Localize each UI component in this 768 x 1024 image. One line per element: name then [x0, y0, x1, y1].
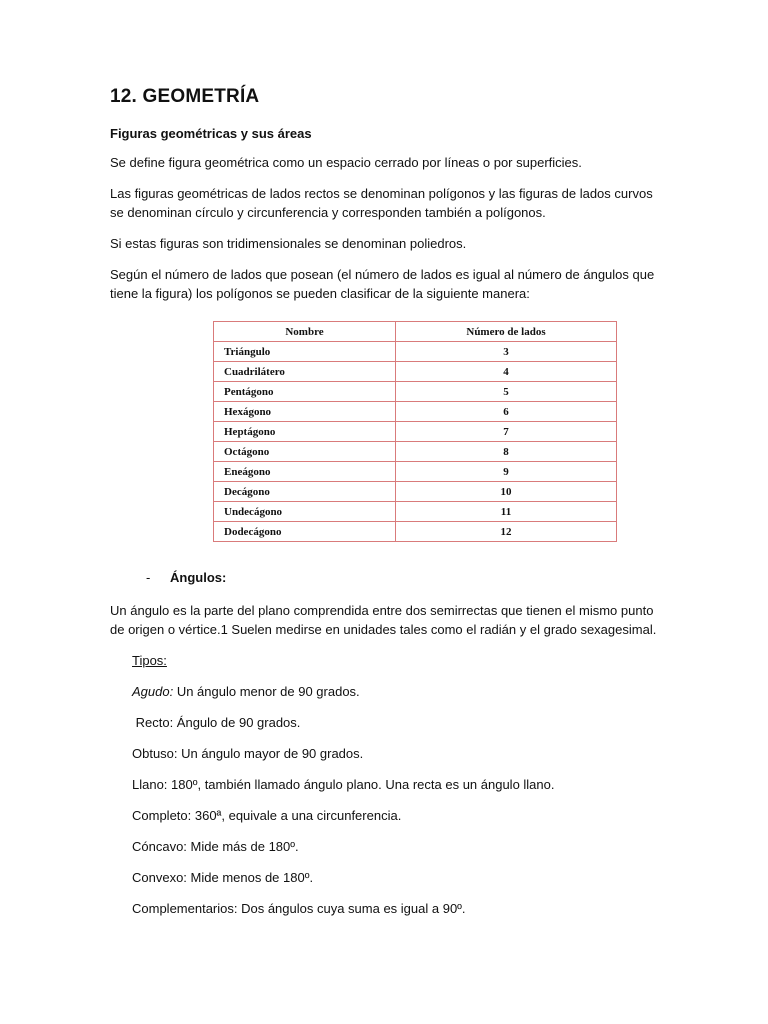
polygon-name: Eneágono	[214, 462, 396, 482]
table-row	[214, 422, 617, 442]
polygon-name: Undecágono	[214, 502, 396, 522]
polygon-name: Pentágono	[214, 382, 396, 402]
table-row	[214, 462, 617, 482]
polygon-sides: 9	[396, 462, 617, 482]
table-header-row	[214, 322, 617, 342]
polygon-name: Heptágono	[214, 422, 396, 442]
section-subtitle: Figuras geométricas y sus áreas	[110, 126, 312, 141]
angles-heading: Ángulos:	[170, 570, 227, 585]
polygon-sides: 8	[396, 442, 617, 462]
polygon-sides: 11	[396, 502, 617, 522]
polygon-name: Triángulo	[214, 342, 396, 362]
agudo-text: Un ángulo menor de 90 grados.	[173, 684, 360, 699]
polygon-name: Cuadrilátero	[214, 362, 396, 382]
polygon-sides: 12	[396, 522, 617, 542]
agudo-term: Agudo:	[132, 684, 174, 699]
polygon-table	[213, 321, 617, 542]
document-page	[110, 86, 670, 930]
polygon-sides: 5	[396, 382, 617, 402]
polygon-sides: 10	[396, 482, 617, 502]
paragraph-polygons: Las figuras geométricas de lados rectos se denominan polígonos y las figuras de lados curvos se denominan círculo y circunferencia y corresponden también a polígonos.	[110, 186, 653, 220]
table-row	[214, 382, 617, 402]
angles-definition: Un ángulo es la parte del plano comprendida entre dos semirrectas que tienen el mismo punto de origen o vértice.1 Suelen medirse en unidades tales como el radián y el grado sexagesimal.	[110, 603, 657, 637]
paragraph-classification: Según el número de lados que posean (el número de lados es igual al número de ángulos que tiene la figura) los polígonos se pueden clasificar de la siguiente manera:	[110, 267, 655, 301]
angle-type-completo: Completo: 360ª, equivale a una circunferencia.	[132, 808, 402, 823]
polygon-table-wrapper	[213, 321, 670, 542]
table-row	[214, 502, 617, 522]
angle-type-recto: Recto: Ángulo de 90 grados.	[132, 715, 301, 730]
header-sides: Número de lados	[396, 322, 617, 342]
table-row	[214, 442, 617, 462]
polygon-sides: 3	[396, 342, 617, 362]
table-row	[214, 482, 617, 502]
polygon-name: Decágono	[214, 482, 396, 502]
table-row	[214, 362, 617, 382]
header-name: Nombre	[214, 322, 396, 342]
polygon-sides: 4	[396, 362, 617, 382]
paragraph-definition: Se define figura geométrica como un espacio cerrado por líneas o por superficies.	[110, 155, 582, 170]
angle-type-complementarios: Complementarios: Dos ángulos cuya suma es igual a 90º.	[132, 901, 466, 916]
polygon-name: Dodecágono	[214, 522, 396, 542]
bullet-dash: -	[146, 570, 151, 585]
table-row	[214, 522, 617, 542]
angle-type-llano: Llano: 180º, también llamado ángulo plano. Una recta es un ángulo llano.	[132, 777, 555, 792]
polygon-sides: 6	[396, 402, 617, 422]
table-row	[214, 402, 617, 422]
polygon-name: Hexágono	[214, 402, 396, 422]
paragraph-polyhedra: Si estas figuras son tridimensionales se denominan poliedros.	[110, 236, 467, 251]
table-row	[214, 342, 617, 362]
page-title: 12. GEOMETRÍA	[110, 86, 260, 107]
angle-type-agudo	[132, 682, 670, 701]
types-label: Tipos:	[132, 653, 167, 668]
angle-type-concavo: Cóncavo: Mide más de 180º.	[132, 839, 299, 854]
polygon-sides: 7	[396, 422, 617, 442]
angle-type-convexo: Convexo: Mide menos de 180º.	[132, 870, 314, 885]
polygon-name: Octágono	[214, 442, 396, 462]
angle-types-list	[132, 651, 670, 918]
angle-type-obtuso: Obtuso: Un ángulo mayor de 90 grados.	[132, 746, 364, 761]
angles-heading-row	[146, 570, 670, 585]
